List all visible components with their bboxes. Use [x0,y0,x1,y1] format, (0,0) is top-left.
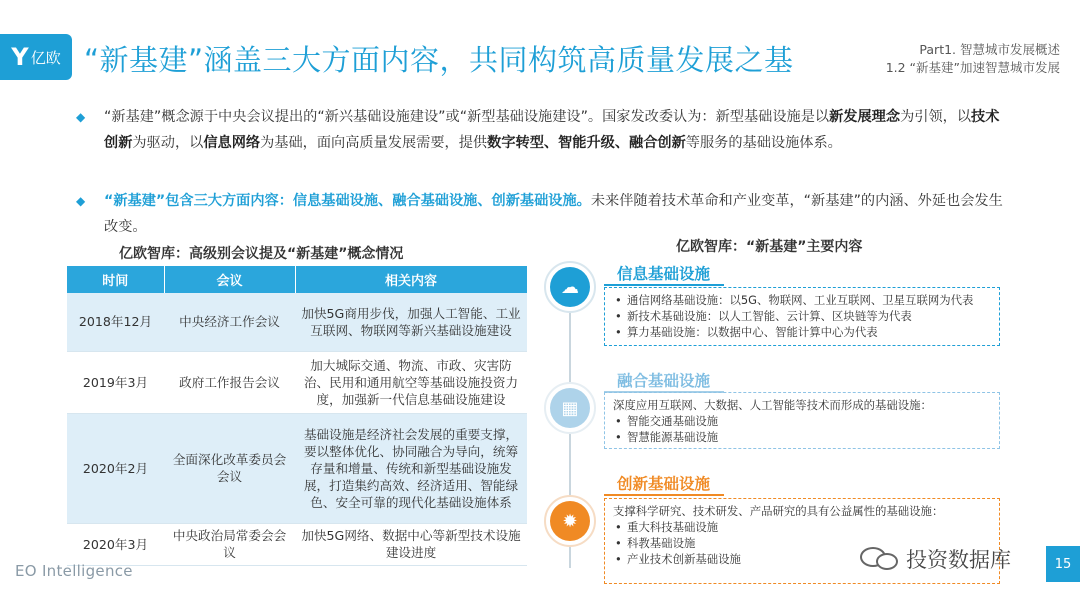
bullet-text [76,188,1006,240]
lightbulb-icon: ✹ [550,501,590,541]
table-row [67,293,527,351]
bullet-text-segment: 为基础，面向高质量发展需要，提供 [260,135,488,151]
logo [0,34,72,80]
cell-content: 加快5G商用步伐，加强人工智能、工业互联网、物联网等新兴基础设施建设 [295,293,527,351]
meetings-table [67,266,528,566]
right-title: 亿欧智库：“新基建”主要内容 [676,239,863,255]
table-title: 亿欧智库：高级别会议提及“新基建”概念情况 [119,246,404,262]
page-title: “新基建”涵盖三大方面内容，共同构筑高质量发展之基 [84,43,794,77]
cell-meeting: 中央政治局常委会会议 [164,523,295,565]
section-intro: 支撑科学研究、技术研发、产品研究的具有公益属性的基础设施： [613,504,944,518]
cell-time: 2019年3月 [67,351,164,413]
bullet-text-segment: 为引领，以 [900,109,972,125]
table-row [67,523,527,565]
header-time: 时间 [67,266,164,293]
bullet-paragraph-1 [76,104,1006,156]
watermark [860,544,1011,574]
list-item: • 算力基础设施：以数据中心、智能计算中心为代表 [613,324,991,340]
table-row [67,413,527,523]
list-item: • 产业技术创新基础设施 [613,551,991,567]
header-meeting: 会议 [164,266,295,293]
part-label: Part1. 智慧城市发展概述 [919,42,1060,57]
list-item: • 科教基础设施 [613,535,991,551]
cell-meeting: 中央经济工作会议 [164,293,295,351]
bullet-text-segment: “新基建”概念源于中央会议提出的“新兴基础设施建设”或“新型基础设施建设”。国家发改委认为：新型基础设施是以 [104,109,830,125]
bullet-emphasis: 技术创新 [104,109,1000,151]
logo-text: 亿欧 [30,48,61,67]
page-number: 15 [1046,546,1080,582]
diamond-bullet-icon: ◆ [76,110,86,124]
section-intro: 深度应用互联网、大数据、人工智能等技术而形成的基础设施： [613,398,932,412]
footer-brand: EO Intelligence [15,562,133,580]
list-item: • 通信网络基础设施：以5G、物联网、工业互联网、卫星互联网为代表 [613,292,991,308]
bullet-emphasis: “新基建”包含三大方面内容：信息基础设施、融合基础设施、创新基础设施。 [104,193,591,209]
cloud-icon: ☁ [550,267,590,307]
list-item: • 智能交通基础设施 [613,413,991,429]
bullet-emphasis: 新发展理念 [829,109,901,125]
cell-time: 2018年12月 [67,293,164,351]
bullet-emphasis: 信息网络 [203,135,261,151]
cell-content: 基础设施是经济社会发展的重要支撑，要以整体优化、协同融合为导向，统筹存量和增量、传统和新型基础设施发展，打造集约高效、经济适用、智能绿色、安全可靠的现代化基础设施体系 [295,413,527,523]
header-content: 相关内容 [295,266,527,293]
cell-time: 2020年3月 [67,523,164,565]
cell-content: 加大城际交通、物流、市政、灾害防治、民用和通用航空等基础设施投资力度，加强新一代信息基础设施建设 [295,351,527,413]
bullet-emphasis: 数字转型、智能升级、融合创新 [487,135,686,151]
section-underline [604,494,724,496]
cell-meeting: 全面深化改革委员会会议 [164,413,295,523]
section-label: 1.2 “新基建”加速智慧城市发展 [885,60,1060,75]
table-row [67,351,527,413]
section-title-innovation: 创新基础设施 [617,475,711,493]
wechat-icon [860,545,900,573]
bullet-text-segment: 未来伴随着技术革命和产业变革，“新基建”的内涵、外延也会发生改变。 [104,193,1003,235]
section-underline [604,284,724,286]
list-item: • 新技术基础设施：以人工智能、云计算、区块链等为代表 [613,308,991,324]
section-box-info [604,287,1000,346]
cell-meeting: 政府工作报告会议 [164,351,295,413]
section-title-fusion: 融合基础设施 [617,372,711,390]
table-header-row [67,266,527,293]
bullet-text-segment: 为驱动，以 [132,135,204,151]
cell-time: 2020年2月 [67,413,164,523]
bullet-paragraph-2 [76,188,1006,240]
list-item: • 重大科技基础设施 [613,519,991,535]
watermark-text: 投资数据库 [906,548,1011,572]
building-icon: ▦ [550,388,590,428]
section-title-info: 信息基础设施 [617,265,711,283]
diamond-bullet-icon: ◆ [76,194,86,208]
section-box-fusion [604,392,1000,449]
logo-mark-icon: Y [11,43,29,71]
bullet-text-segment: 等服务的基础设施体系。 [685,135,842,151]
cell-content: 加快5G网络、数据中心等新型技术设施建设进度 [295,523,527,565]
list-item: • 智慧能源基础设施 [613,429,991,445]
bullet-text [76,104,1006,156]
